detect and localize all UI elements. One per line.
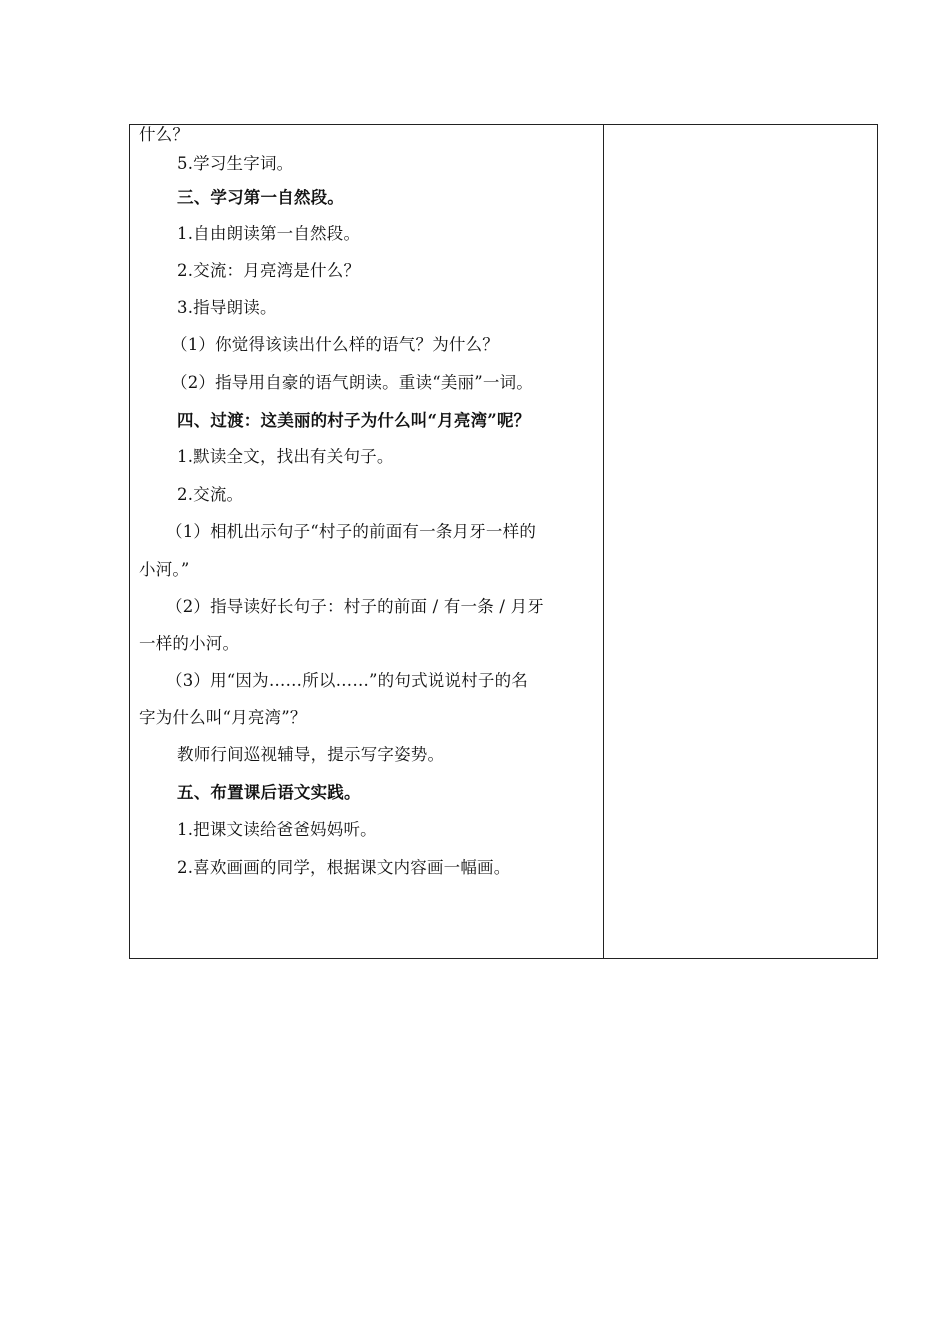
text-line: 字为什么叫“月亮湾”？	[139, 708, 307, 727]
text-line: （2）指导用自豪的语气朗读。重读“美丽”一词。	[171, 373, 533, 392]
text-line: 1.把课文读给爸爸妈妈听。	[177, 820, 377, 839]
text-line: （2）指导读好长句子：村子的前面 / 有一条 / 月牙	[166, 597, 544, 616]
section-heading: 五、布置课后语文实践。	[177, 783, 361, 802]
text-line: 2.喜欢画画的同学，根据课文内容画一幅画。	[177, 858, 511, 877]
text-line: 教师行间巡视辅导，提示写字姿势。	[177, 745, 445, 764]
lesson-content-cell	[130, 125, 604, 958]
text-line: 1.默读全文，找出有关句子。	[177, 447, 394, 466]
section-heading: 四、过渡：这美丽的村子为什么叫“月亮湾”呢？	[177, 411, 531, 430]
text-line: 小河。”	[139, 560, 190, 579]
section-heading: 三、学习第一自然段。	[177, 188, 344, 207]
text-line: 1.自由朗读第一自然段。	[177, 224, 361, 243]
notes-cell	[604, 125, 877, 958]
text-line: 一样的小河。	[139, 634, 240, 653]
text-line: 5.学习生字词。	[177, 154, 294, 173]
text-line: （1）相机出示句子“村子的前面有一条月牙一样的	[166, 522, 537, 541]
text-line: 2.交流。	[177, 485, 244, 504]
text-line: （1）你觉得该读出什么样的语气？为什么？	[171, 335, 499, 354]
text-line: 3.指导朗读。	[177, 298, 277, 317]
text-line: 2.交流：月亮湾是什么？	[177, 261, 361, 280]
text-line: （3）用“因为……所以……”的句式说说村子的名	[166, 671, 528, 690]
text-line: 什么？	[139, 125, 190, 144]
lesson-plan-table	[129, 124, 878, 959]
